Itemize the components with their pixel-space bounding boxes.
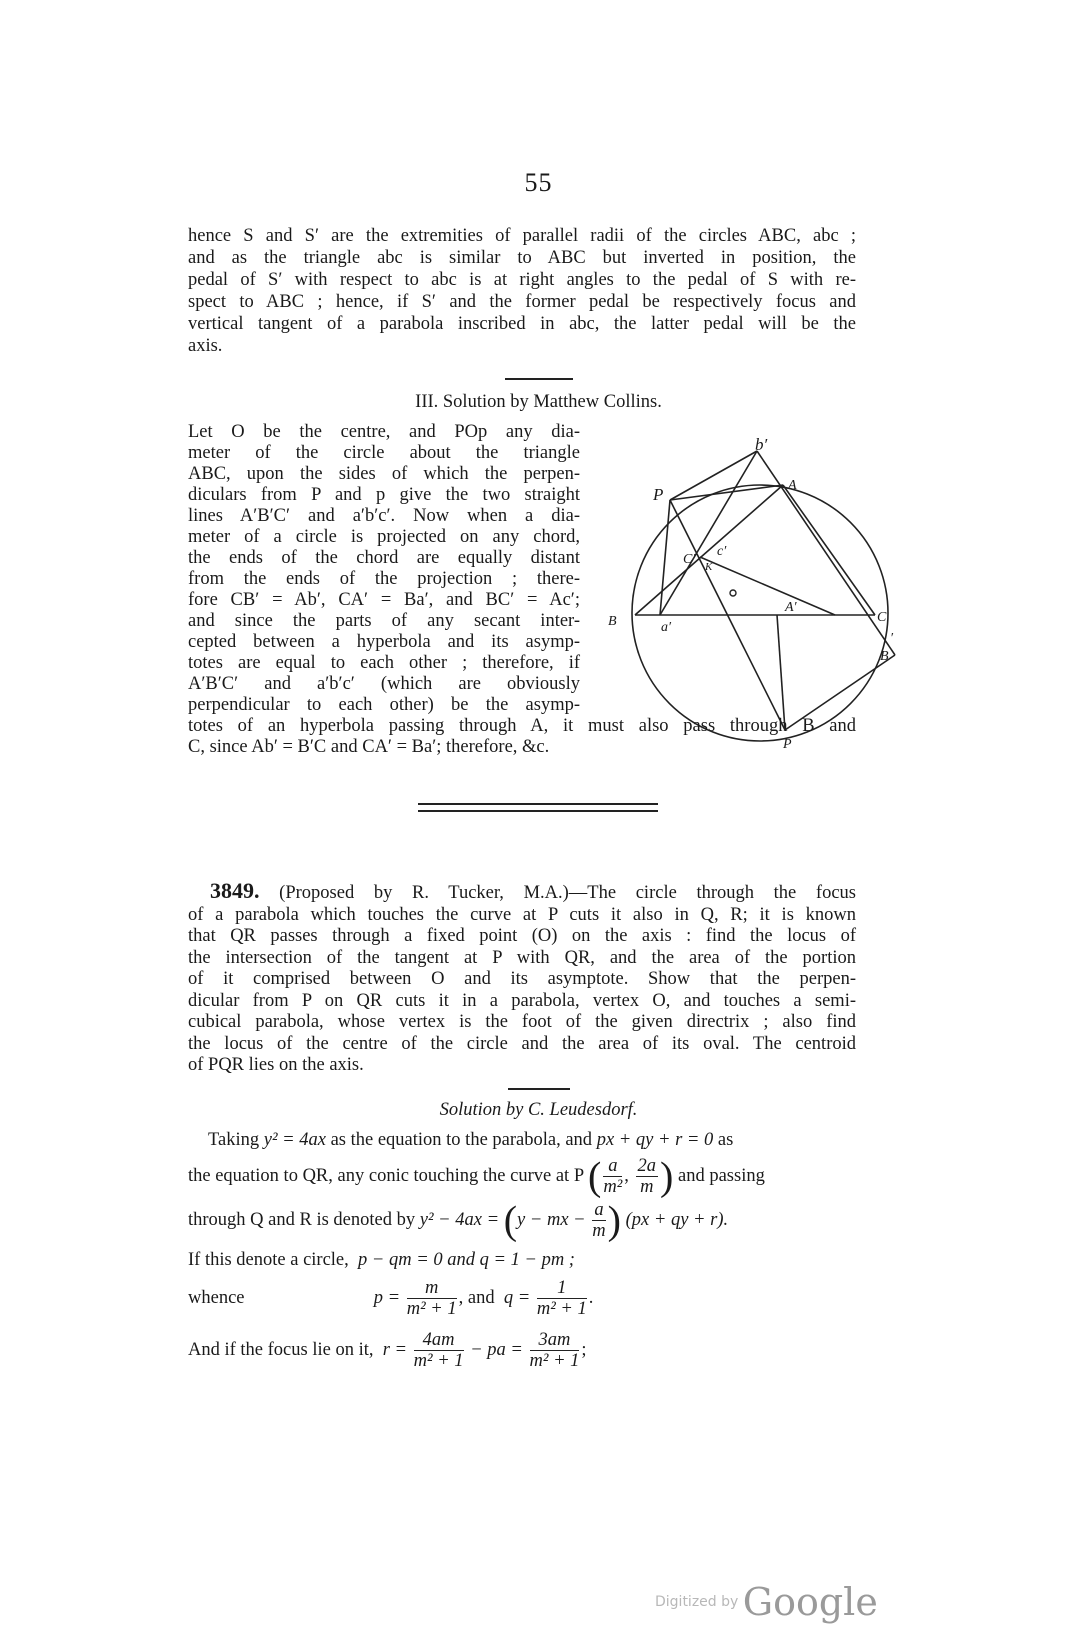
problem-number: 3849. bbox=[210, 878, 260, 903]
line-A-prime-p bbox=[777, 615, 785, 730]
equation-line-QR: px + qy + r = 0 bbox=[596, 1130, 714, 1150]
solution-line-2: the equation to QR, any conic touching the curve at P ( $\frac{a}{\text{m²}}$ , $\frac{2a}{m}$ ) and passing bbox=[188, 1153, 765, 1199]
problem-proposal: (Proposed by R. Tucker, M.A.)—The circle through the focus bbox=[279, 883, 856, 903]
label-B-prime: B bbox=[880, 649, 889, 664]
centre-O bbox=[730, 590, 736, 596]
text-line: fore CB′ = Ab′, CA′ = Ba′, and BC′ = Ac′; bbox=[188, 590, 580, 610]
text-line: ABC, upon the sides of which the perpen- bbox=[188, 464, 580, 484]
text-line bbox=[188, 880, 856, 905]
problem-3849 bbox=[188, 880, 856, 1077]
text-line: of it comprised between O and its asymptote. Show that the perpen- bbox=[188, 969, 856, 989]
double-rule-bottom bbox=[418, 810, 658, 812]
line-through-c bbox=[660, 451, 757, 615]
text-line: meter of a circle is projected on any chord, bbox=[188, 527, 580, 547]
solution-line-3: through Q and R is denoted by y² − 4ax = (y − mx − $\frac{a}{m}$ ) (px + qy + r). bbox=[188, 1197, 729, 1243]
solution3-continuation bbox=[188, 716, 856, 758]
label-P: P bbox=[653, 485, 664, 504]
side-AB bbox=[635, 485, 783, 615]
label-C: C bbox=[877, 610, 887, 625]
top-paragraph bbox=[188, 225, 856, 357]
text-line: from the ends of the projection ; there- bbox=[188, 569, 580, 589]
text-line: A′B′C′ and a′b′c′ (which are obviously bbox=[188, 674, 580, 694]
text-line: the locus of the centre of the circle and the area of its oval. The centroid bbox=[188, 1033, 856, 1054]
google-logo: Google bbox=[742, 1580, 878, 1624]
text-line: the ends of the chord are equally distant bbox=[188, 548, 580, 568]
text-line: meter of the circle about the triangle bbox=[188, 443, 580, 463]
solution3-heading: III. Solution by Matthew Collins. bbox=[415, 392, 662, 412]
text-line: totes of an hyperbola passing through A, it must also pass through B and bbox=[188, 716, 856, 736]
label-B: B bbox=[608, 614, 617, 629]
equation-parabola: y² = 4ax bbox=[263, 1130, 326, 1150]
text-line: and since the parts of any secant inter- bbox=[188, 611, 580, 631]
text-line: axis. bbox=[188, 336, 223, 356]
text-line: and as the triangle abc is similar to ABC but inverted in position, the bbox=[188, 248, 856, 268]
section-divider bbox=[505, 378, 573, 380]
text-line: cepted between a hyperbola and its asymp- bbox=[188, 632, 580, 652]
solution-line-6: And if the focus lie on it, r = $\frac{4am}{\text{m² + 1}}$ − pa = $\frac{3am}{\text{m² + 1}}$ ; bbox=[188, 1330, 587, 1371]
line-abc-prime bbox=[670, 451, 757, 500]
text-line: vertical tangent of a parabola inscribed in abc, the latter pedal will be the bbox=[188, 314, 856, 334]
solution3-left-column bbox=[188, 422, 580, 716]
circumcircle bbox=[632, 485, 888, 741]
text-line: hence S and S′ are the extremities of parallel radii of the circles ABC, abc ; bbox=[188, 226, 856, 246]
double-rule-top bbox=[418, 803, 658, 805]
text-line: dicular from P on QR cuts it in a parabola, vertex O, and touches a semi- bbox=[188, 990, 856, 1011]
text-line: spect to ABC ; hence, if S′ and the former pedal be respectively focus and bbox=[188, 292, 856, 312]
solution-line-4: If this denote a circle, p − qm = 0 and q = 1 − pm ; bbox=[188, 1250, 575, 1270]
text-line: C, since Ab′ = B′C and CA′ = Ba′; therefore, &c. bbox=[188, 737, 550, 757]
text-line: perpendicular to each other) be the asymp- bbox=[188, 695, 580, 715]
label-B-prime-tick: ′ bbox=[890, 631, 894, 646]
text-line: totes are equal to each other ; therefore, if bbox=[188, 653, 580, 673]
label-A-prime: A′ bbox=[785, 600, 797, 615]
solution-line-1: Taking y² = 4ax as the equation to the parabola, and px + qy + r = 0 as bbox=[208, 1130, 734, 1150]
text-line: that QR passes through a fixed point (O) on the axis : find the locus of bbox=[188, 926, 856, 946]
text-line: of a parabola which touches the curve at P cuts it also in Q, R; it is known bbox=[188, 904, 856, 925]
text-line: Let O be the centre, and POp any dia- bbox=[188, 422, 580, 442]
section-divider bbox=[508, 1088, 570, 1090]
geometry-figure bbox=[605, 435, 900, 752]
digitized-watermark bbox=[655, 1580, 878, 1624]
solution-line-5: whence p = $\frac{m}{\text{m² + 1}}$ , and q = $\frac{1}{\text{m² + 1}}$ . bbox=[188, 1278, 594, 1319]
line-a-prime bbox=[660, 500, 670, 615]
text-line: cubical parabola, whose vertex is the foot of the given directrix ; also find bbox=[188, 1012, 856, 1032]
label-c-prime: c′ bbox=[717, 544, 727, 559]
text-line: of PQR lies on the axis. bbox=[188, 1055, 364, 1075]
label-K: K bbox=[705, 561, 713, 573]
watermark-prefix: Digitized by bbox=[655, 1594, 739, 1610]
perp-P-top bbox=[670, 485, 783, 500]
text-line: diculars from P and p give the two straight bbox=[188, 485, 580, 505]
label-A: A bbox=[788, 478, 797, 493]
label-p: P bbox=[783, 737, 792, 752]
line-K bbox=[700, 557, 835, 615]
text-line: pedal of S′ with respect to abc is at right angles to the pedal of S with re- bbox=[188, 270, 856, 290]
label-b-prime: b′ bbox=[755, 435, 768, 454]
solution-heading: Solution by C. Leudesdorf. bbox=[439, 1100, 638, 1120]
label-C-prime: C′ bbox=[683, 552, 696, 567]
label-a-prime: a′ bbox=[661, 620, 672, 635]
text-line: the intersection of the tangent at P with QR, and the area of the portion bbox=[188, 947, 856, 968]
text-line: lines A′B′C′ and a′b′c′. Now when a dia- bbox=[188, 506, 580, 526]
page-number: 55 bbox=[524, 168, 553, 197]
